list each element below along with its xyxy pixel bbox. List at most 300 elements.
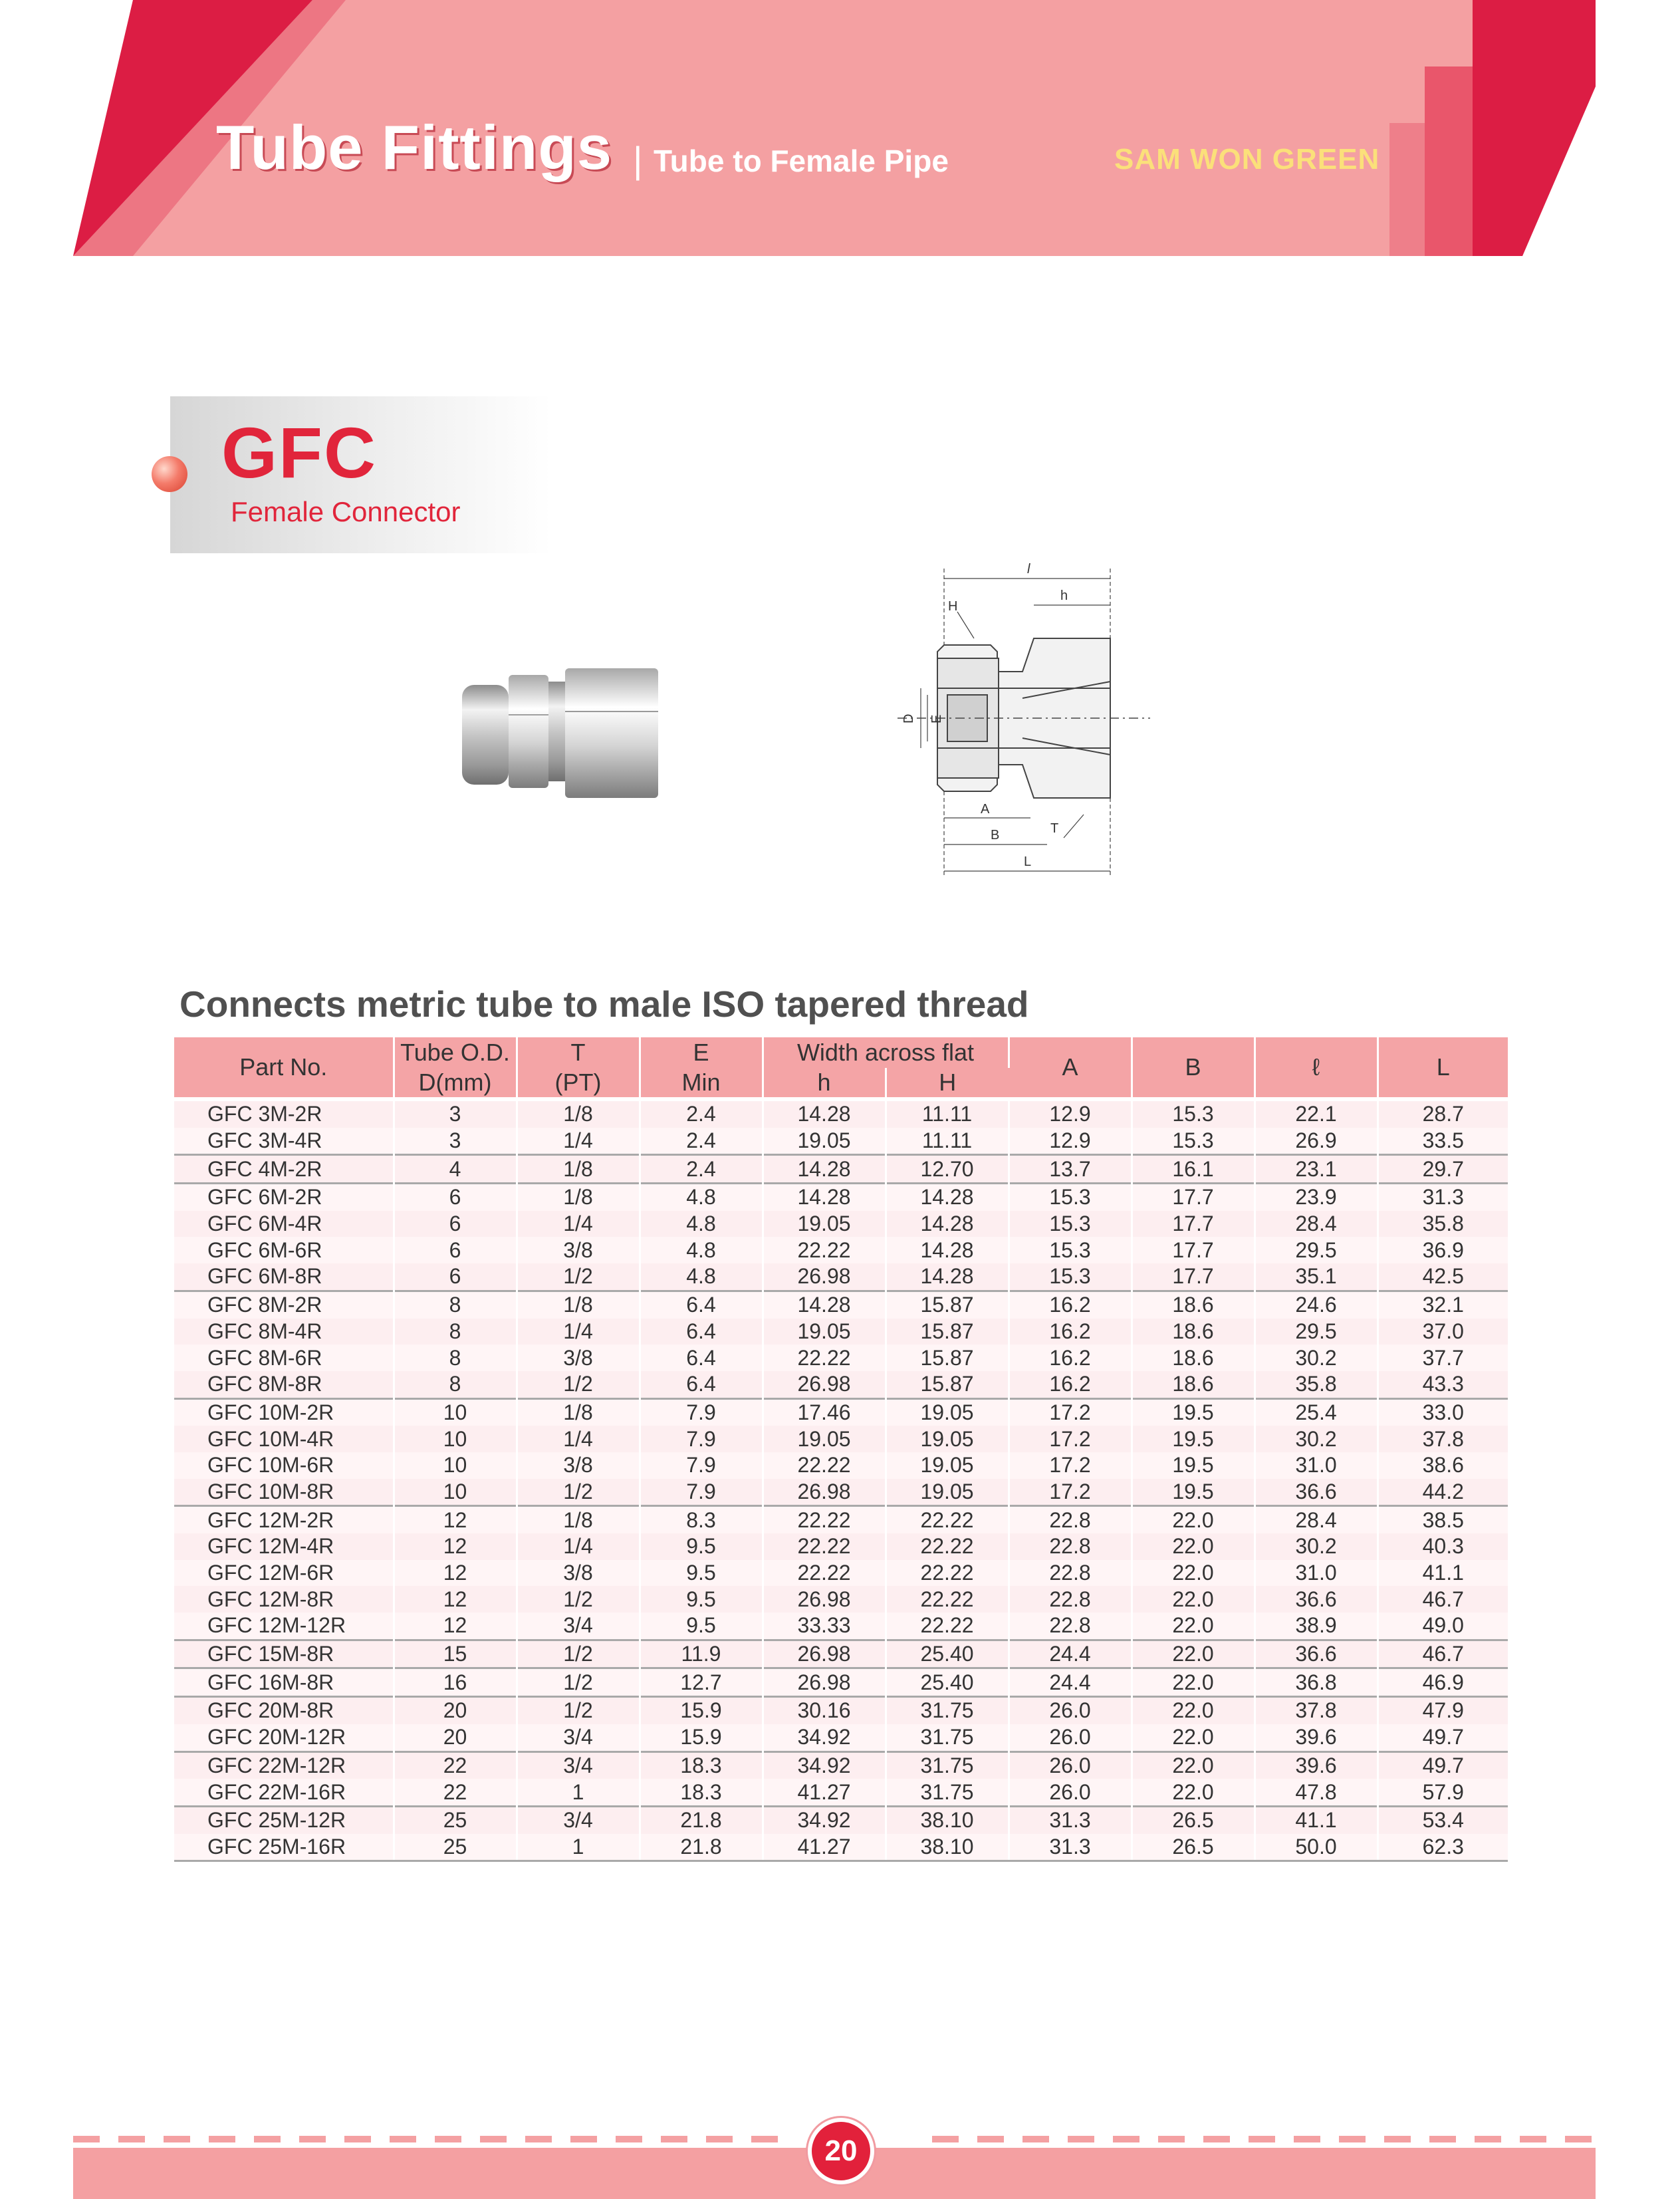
product-photo <box>452 658 671 805</box>
cell-l-small: 30.2 <box>1255 1426 1378 1452</box>
cell-part-no: GFC 25M-12R <box>174 1806 394 1833</box>
cell-a: 12.9 <box>1009 1128 1132 1155</box>
cell-b: 26.5 <box>1132 1834 1255 1861</box>
cell-l-small: 23.9 <box>1255 1184 1378 1211</box>
cell-l-large: 47.9 <box>1378 1697 1508 1724</box>
spec-table <box>174 1037 1508 1862</box>
cell-a: 26.0 <box>1009 1751 1132 1779</box>
table-row <box>174 1834 1508 1861</box>
cell-l-small: 22.1 <box>1255 1101 1378 1128</box>
cell-part-no: GFC 22M-16R <box>174 1779 394 1806</box>
cell-l-large: 37.8 <box>1422 1426 1464 1451</box>
cell-b: 26.5 <box>1132 1806 1255 1833</box>
col-e: E <box>640 1037 763 1068</box>
cell-t: 1/2 <box>517 1263 640 1291</box>
col-tube-od: Tube O.D. <box>394 1037 517 1068</box>
cell-h-large: 22.22 <box>886 1533 1009 1560</box>
table-caption: Connects metric tube to male ISO tapered thread <box>180 983 1029 1025</box>
cell-tube-od: 10 <box>394 1452 517 1479</box>
cell-part-no: GFC 10M-8R <box>174 1479 394 1506</box>
cell-b: 16.1 <box>1132 1155 1255 1184</box>
cell-t: 1/8 <box>517 1291 640 1318</box>
cell-l-small: 47.8 <box>1255 1779 1378 1806</box>
cell-h-large: 22.22 <box>886 1613 1009 1640</box>
cell-l-small: 36.8 <box>1255 1668 1378 1697</box>
table-row <box>174 1101 1508 1128</box>
table-row <box>174 1751 1508 1779</box>
cell-l-small: 30.2 <box>1255 1533 1378 1560</box>
cell-part-no: GFC 20M-8R <box>174 1697 394 1724</box>
cell-b: 22.0 <box>1132 1697 1255 1724</box>
cell-h-large: 15.87 <box>886 1371 1009 1398</box>
col-t-unit: (PT) <box>517 1068 640 1097</box>
cell-h-large: 15.87 <box>886 1319 1009 1345</box>
cell-h-large: 15.87 <box>886 1291 1009 1318</box>
cell-a: 22.8 <box>1009 1506 1132 1533</box>
cell-l-small: 28.4 <box>1255 1506 1378 1533</box>
cell-part-no: GFC 22M-12R <box>174 1751 394 1779</box>
cell-b: 15.3 <box>1132 1101 1255 1128</box>
cell-part-no: GFC 8M-6R <box>174 1345 394 1371</box>
cell-a: 16.2 <box>1009 1371 1132 1398</box>
cell-l-large: 33.0 <box>1378 1398 1508 1426</box>
cell-a: 24.4 <box>1009 1640 1132 1668</box>
dim-label-h: h <box>1060 588 1068 603</box>
cell-l-large: 46.7 <box>1378 1640 1508 1668</box>
cell-b: 19.5 <box>1132 1398 1255 1426</box>
cell-a: 12.9 <box>1009 1101 1132 1128</box>
cell-tube-od: 8 <box>394 1371 517 1398</box>
cell-tube-od: 12 <box>394 1533 517 1560</box>
cell-l-large: 41.1 <box>1422 1561 1464 1585</box>
cell-part-no: GFC 8M-2R <box>174 1291 394 1318</box>
cell-l-large: 29.7 <box>1378 1155 1508 1184</box>
cell-b: 15.3 <box>1132 1128 1255 1155</box>
cell-tube-od: 10 <box>394 1426 517 1452</box>
cell-part-no: GFC 6M-6R <box>174 1237 394 1263</box>
dim-label-A: A <box>981 802 990 817</box>
cell-e: 7.9 <box>640 1398 763 1426</box>
table-row <box>174 1779 1508 1806</box>
cell-h-large: 31.75 <box>886 1697 1009 1724</box>
cell-b: 22.0 <box>1132 1506 1255 1533</box>
cell-l-large: 32.1 <box>1378 1291 1508 1318</box>
cell-h-small: 19.05 <box>763 1426 886 1452</box>
cell-b: 22.0 <box>1132 1640 1255 1668</box>
cell-tube-od: 6 <box>394 1237 517 1263</box>
cell-a: 16.2 <box>1009 1319 1132 1345</box>
cell-h-large: 19.05 <box>886 1479 1009 1506</box>
cell-t: 1/2 <box>517 1697 640 1724</box>
cell-b: 22.0 <box>1132 1586 1255 1613</box>
cell-tube-od: 15 <box>394 1640 517 1668</box>
cell-l-small: 28.4 <box>1255 1211 1378 1237</box>
table-row <box>174 1560 1508 1587</box>
cell-l-small: 36.6 <box>1255 1640 1378 1668</box>
cell-b: 17.7 <box>1132 1263 1255 1291</box>
cell-l-small: 50.0 <box>1255 1834 1378 1861</box>
table-row <box>174 1211 1508 1237</box>
cell-a: 22.8 <box>1009 1586 1132 1613</box>
cell-b: 22.0 <box>1132 1560 1255 1587</box>
cell-l-large: 49.7 <box>1422 1725 1464 1749</box>
cell-h-large: 19.05 <box>886 1398 1009 1426</box>
cell-tube-od: 6 <box>394 1211 517 1237</box>
cell-l-small: 24.6 <box>1255 1291 1378 1318</box>
col-e-unit: Min <box>640 1068 763 1097</box>
cell-h-large: 15.87 <box>886 1345 1009 1371</box>
dim-label-T: T <box>1050 821 1059 836</box>
cell-l-large: 57.9 <box>1422 1779 1464 1804</box>
cell-l-small: 29.5 <box>1255 1237 1378 1263</box>
cell-h-small: 14.28 <box>763 1101 886 1128</box>
cell-tube-od: 3 <box>394 1101 517 1128</box>
cell-l-small: 39.6 <box>1255 1724 1378 1751</box>
cell-a: 17.2 <box>1009 1398 1132 1426</box>
cell-h-small: 33.33 <box>763 1613 886 1640</box>
cell-e: 6.4 <box>640 1371 763 1398</box>
cell-part-no: GFC 12M-8R <box>174 1586 394 1613</box>
table-row <box>174 1806 1508 1833</box>
page-number: 20 <box>808 2118 874 2184</box>
cell-h-small: 41.27 <box>763 1779 886 1806</box>
cell-tube-od: 6 <box>394 1184 517 1211</box>
table-row <box>174 1724 1508 1751</box>
header-subtitle: Tube to Female Pipe <box>654 144 949 178</box>
cell-t: 1/2 <box>517 1371 640 1398</box>
cell-h-large: 14.28 <box>886 1211 1009 1237</box>
col-h-large: H <box>886 1068 1009 1097</box>
cell-t: 1/4 <box>517 1319 640 1345</box>
cell-e: 4.8 <box>640 1184 763 1211</box>
cell-part-no: GFC 10M-2R <box>174 1398 394 1426</box>
cell-tube-od: 10 <box>394 1479 517 1506</box>
cell-e: 6.4 <box>640 1345 763 1371</box>
cell-h-large: 25.40 <box>886 1668 1009 1697</box>
cell-part-no: GFC 8M-8R <box>174 1371 394 1398</box>
cell-tube-od: 3 <box>394 1128 517 1155</box>
cell-b: 18.6 <box>1132 1345 1255 1371</box>
cell-h-small: 19.05 <box>763 1211 886 1237</box>
cell-h-small: 22.22 <box>763 1506 886 1533</box>
cell-l-small: 35.1 <box>1255 1263 1378 1291</box>
dim-label-E: E <box>929 714 944 723</box>
cell-e: 21.8 <box>640 1834 763 1861</box>
cell-l-small: 36.6 <box>1255 1479 1378 1506</box>
cell-l-large: 43.3 <box>1422 1372 1464 1396</box>
cell-h-small: 22.22 <box>763 1345 886 1371</box>
table-row <box>174 1506 1508 1533</box>
cell-t: 3/8 <box>517 1237 640 1263</box>
cell-tube-od: 22 <box>394 1779 517 1806</box>
cell-t: 1 <box>517 1779 640 1806</box>
cell-h-small: 26.98 <box>763 1668 886 1697</box>
table-row <box>174 1263 1508 1291</box>
cell-e: 8.3 <box>640 1506 763 1533</box>
cell-e: 18.3 <box>640 1751 763 1779</box>
col-b: B <box>1132 1037 1255 1097</box>
cell-a: 24.4 <box>1009 1668 1132 1697</box>
cell-e: 2.4 <box>640 1155 763 1184</box>
cell-b: 17.7 <box>1132 1237 1255 1263</box>
cell-l-large: 46.7 <box>1422 1587 1464 1611</box>
table-row <box>174 1128 1508 1155</box>
cell-b: 22.0 <box>1132 1533 1255 1560</box>
cell-h-large: 19.05 <box>886 1426 1009 1452</box>
table-row <box>174 1586 1508 1613</box>
cell-h-small: 22.22 <box>763 1452 886 1479</box>
cell-t: 1/2 <box>517 1586 640 1613</box>
cell-tube-od: 25 <box>394 1834 517 1861</box>
cell-h-small: 26.98 <box>763 1640 886 1668</box>
cell-e: 7.9 <box>640 1426 763 1452</box>
cell-b: 22.0 <box>1132 1613 1255 1640</box>
cell-h-small: 19.05 <box>763 1128 886 1155</box>
cell-e: 9.5 <box>640 1586 763 1613</box>
cell-h-small: 26.98 <box>763 1371 886 1398</box>
cell-h-large: 22.22 <box>886 1586 1009 1613</box>
col-tube-od-unit: D(mm) <box>394 1068 517 1097</box>
cell-part-no: GFC 8M-4R <box>174 1319 394 1345</box>
cell-t: 3/8 <box>517 1560 640 1587</box>
table-row <box>174 1237 1508 1263</box>
cell-t: 1/2 <box>517 1668 640 1697</box>
cell-t: 3/4 <box>517 1751 640 1779</box>
col-a: A <box>1009 1037 1132 1097</box>
cell-h-small: 30.16 <box>763 1697 886 1724</box>
cell-h-small: 19.05 <box>763 1319 886 1345</box>
cell-a: 26.0 <box>1009 1697 1132 1724</box>
cell-part-no: GFC 16M-8R <box>174 1668 394 1697</box>
table-row <box>174 1640 1508 1668</box>
cell-e: 12.7 <box>640 1668 763 1697</box>
cell-l-small: 38.9 <box>1255 1613 1378 1640</box>
cell-part-no: GFC 20M-12R <box>174 1724 394 1751</box>
table-row <box>174 1452 1508 1479</box>
cell-a: 15.3 <box>1009 1184 1132 1211</box>
cell-b: 17.7 <box>1132 1184 1255 1211</box>
cell-l-large: 31.3 <box>1378 1184 1508 1211</box>
cell-e: 9.5 <box>640 1533 763 1560</box>
table-row <box>174 1345 1508 1371</box>
cell-h-small: 22.22 <box>763 1560 886 1587</box>
dim-label-D: D <box>901 713 916 723</box>
cell-t: 1/4 <box>517 1128 640 1155</box>
cell-tube-od: 22 <box>394 1751 517 1779</box>
cell-l-large: 33.5 <box>1422 1128 1464 1153</box>
cell-h-small: 41.27 <box>763 1834 886 1861</box>
cell-l-small: 29.5 <box>1255 1319 1378 1345</box>
cell-tube-od: 10 <box>394 1398 517 1426</box>
cell-part-no: GFC 10M-6R <box>174 1452 394 1479</box>
cell-a: 31.3 <box>1009 1806 1132 1833</box>
cell-e: 4.8 <box>640 1237 763 1263</box>
cell-h-large: 22.22 <box>886 1506 1009 1533</box>
cell-part-no: GFC 12M-12R <box>174 1613 394 1640</box>
cell-h-small: 14.28 <box>763 1155 886 1184</box>
cell-l-large: 37.0 <box>1422 1319 1464 1343</box>
cell-b: 22.0 <box>1132 1779 1255 1806</box>
cell-part-no: GFC 3M-4R <box>174 1128 394 1155</box>
cell-h-small: 34.92 <box>763 1806 886 1833</box>
cell-h-small: 34.92 <box>763 1751 886 1779</box>
cell-part-no: GFC 6M-8R <box>174 1263 394 1291</box>
cell-part-no: GFC 12M-4R <box>174 1533 394 1560</box>
cell-l-large: 40.3 <box>1422 1534 1464 1559</box>
cell-l-large: 35.8 <box>1422 1212 1464 1236</box>
cell-part-no: GFC 12M-2R <box>174 1506 394 1533</box>
cell-l-small: 30.2 <box>1255 1345 1378 1371</box>
cell-a: 22.8 <box>1009 1613 1132 1640</box>
cell-l-small: 41.1 <box>1255 1806 1378 1833</box>
cell-a: 22.8 <box>1009 1560 1132 1587</box>
cell-t: 3/8 <box>517 1452 640 1479</box>
cell-a: 15.3 <box>1009 1263 1132 1291</box>
cell-t: 3/4 <box>517 1806 640 1833</box>
cell-e: 9.5 <box>640 1560 763 1587</box>
cell-e: 6.4 <box>640 1291 763 1318</box>
cell-l-small: 25.4 <box>1255 1398 1378 1426</box>
cell-a: 22.8 <box>1009 1533 1132 1560</box>
col-h-small: h <box>763 1068 886 1097</box>
technical-drawing <box>858 559 1217 891</box>
cell-t: 1/4 <box>517 1533 640 1560</box>
cell-h-large: 14.28 <box>886 1184 1009 1211</box>
col-t: T <box>517 1037 640 1068</box>
cell-b: 18.6 <box>1132 1291 1255 1318</box>
col-l-large: L <box>1378 1037 1508 1097</box>
cell-e: 21.8 <box>640 1806 763 1833</box>
cell-a: 26.0 <box>1009 1724 1132 1751</box>
cell-e: 4.8 <box>640 1263 763 1291</box>
cell-a: 15.3 <box>1009 1211 1132 1237</box>
cell-l-large: 44.2 <box>1422 1479 1464 1503</box>
cell-tube-od: 8 <box>394 1291 517 1318</box>
cell-part-no: GFC 12M-6R <box>174 1560 394 1587</box>
cell-h-large: 22.22 <box>886 1560 1009 1587</box>
cell-l-large: 38.5 <box>1378 1506 1508 1533</box>
table-row <box>174 1479 1508 1506</box>
cell-a: 13.7 <box>1009 1155 1132 1184</box>
cell-h-large: 14.28 <box>886 1263 1009 1291</box>
cell-h-large: 19.05 <box>886 1452 1009 1479</box>
cell-part-no: GFC 10M-4R <box>174 1426 394 1452</box>
cell-h-small: 26.98 <box>763 1586 886 1613</box>
cell-tube-od: 25 <box>394 1806 517 1833</box>
product-name: Female Connector <box>231 496 461 527</box>
cell-t: 1/2 <box>517 1640 640 1668</box>
cell-t: 3/4 <box>517 1724 640 1751</box>
cell-h-small: 26.98 <box>763 1263 886 1291</box>
table-row <box>174 1291 1508 1318</box>
cell-h-large: 14.28 <box>886 1237 1009 1263</box>
cell-a: 17.2 <box>1009 1452 1132 1479</box>
cell-h-small: 14.28 <box>763 1291 886 1318</box>
table-row <box>174 1426 1508 1452</box>
product-code: GFC <box>221 412 377 493</box>
cell-e: 18.3 <box>640 1779 763 1806</box>
col-l-small: ℓ <box>1255 1037 1378 1097</box>
cell-a: 17.2 <box>1009 1426 1132 1452</box>
cell-tube-od: 12 <box>394 1560 517 1587</box>
cell-h-small: 22.22 <box>763 1533 886 1560</box>
cell-l-large: 53.4 <box>1378 1806 1508 1833</box>
col-width-across-flat: Width across flat <box>763 1037 1009 1068</box>
cell-tube-od: 6 <box>394 1263 517 1291</box>
table-row <box>174 1613 1508 1640</box>
cell-b: 18.6 <box>1132 1371 1255 1398</box>
cell-t: 1 <box>517 1834 640 1861</box>
cell-b: 19.5 <box>1132 1452 1255 1479</box>
cell-b: 17.7 <box>1132 1211 1255 1237</box>
cell-e: 7.9 <box>640 1452 763 1479</box>
dim-label-B: B <box>991 828 1000 842</box>
cell-h-large: 11.11 <box>886 1101 1009 1128</box>
cell-l-large: 37.7 <box>1422 1345 1464 1370</box>
cell-h-small: 26.98 <box>763 1479 886 1506</box>
bullet-dot-icon <box>152 456 187 492</box>
cell-l-large: 62.3 <box>1378 1834 1508 1861</box>
table-row <box>174 1697 1508 1724</box>
header-title: Tube Fittings <box>216 112 613 182</box>
dim-label-L: L <box>1024 854 1032 869</box>
cell-l-large: 28.7 <box>1422 1102 1464 1126</box>
cell-h-large: 38.10 <box>886 1806 1009 1833</box>
cell-l-small: 36.6 <box>1255 1586 1378 1613</box>
cell-h-large: 25.40 <box>886 1640 1009 1668</box>
table-row <box>174 1319 1508 1345</box>
cell-h-small: 17.46 <box>763 1398 886 1426</box>
cell-l-large: 42.5 <box>1422 1264 1464 1289</box>
dim-label-H: H <box>948 599 958 614</box>
cell-h-large: 31.75 <box>886 1724 1009 1751</box>
table-row <box>174 1668 1508 1697</box>
cell-a: 16.2 <box>1009 1345 1132 1371</box>
cell-tube-od: 12 <box>394 1613 517 1640</box>
cell-e: 4.8 <box>640 1211 763 1237</box>
cell-h-large: 31.75 <box>886 1779 1009 1806</box>
cell-part-no: GFC 25M-16R <box>174 1834 394 1861</box>
cell-a: 26.0 <box>1009 1779 1132 1806</box>
cell-t: 1/4 <box>517 1211 640 1237</box>
cell-h-small: 22.22 <box>763 1237 886 1263</box>
cell-b: 22.0 <box>1132 1751 1255 1779</box>
cell-part-no: GFC 4M-2R <box>174 1155 394 1184</box>
cell-l-large: 36.9 <box>1422 1237 1464 1262</box>
cell-tube-od: 8 <box>394 1345 517 1371</box>
cell-t: 1/8 <box>517 1506 640 1533</box>
cell-t: 3/4 <box>517 1613 640 1640</box>
cell-b: 18.6 <box>1132 1319 1255 1345</box>
cell-tube-od: 20 <box>394 1697 517 1724</box>
table-row <box>174 1155 1508 1184</box>
cell-a: 17.2 <box>1009 1479 1132 1506</box>
cell-tube-od: 8 <box>394 1319 517 1345</box>
cell-l-small: 35.8 <box>1255 1371 1378 1398</box>
cell-a: 15.3 <box>1009 1237 1132 1263</box>
cell-t: 3/8 <box>517 1345 640 1371</box>
cell-b: 22.0 <box>1132 1668 1255 1697</box>
cell-tube-od: 20 <box>394 1724 517 1751</box>
cell-l-large: 49.7 <box>1378 1751 1508 1779</box>
cell-part-no: GFC 3M-2R <box>174 1101 394 1128</box>
header-separator: | <box>633 139 643 181</box>
cell-e: 15.9 <box>640 1724 763 1751</box>
cell-tube-od: 12 <box>394 1506 517 1533</box>
cell-e: 2.4 <box>640 1101 763 1128</box>
cell-h-large: 31.75 <box>886 1751 1009 1779</box>
dim-label-l: l <box>1027 562 1030 577</box>
